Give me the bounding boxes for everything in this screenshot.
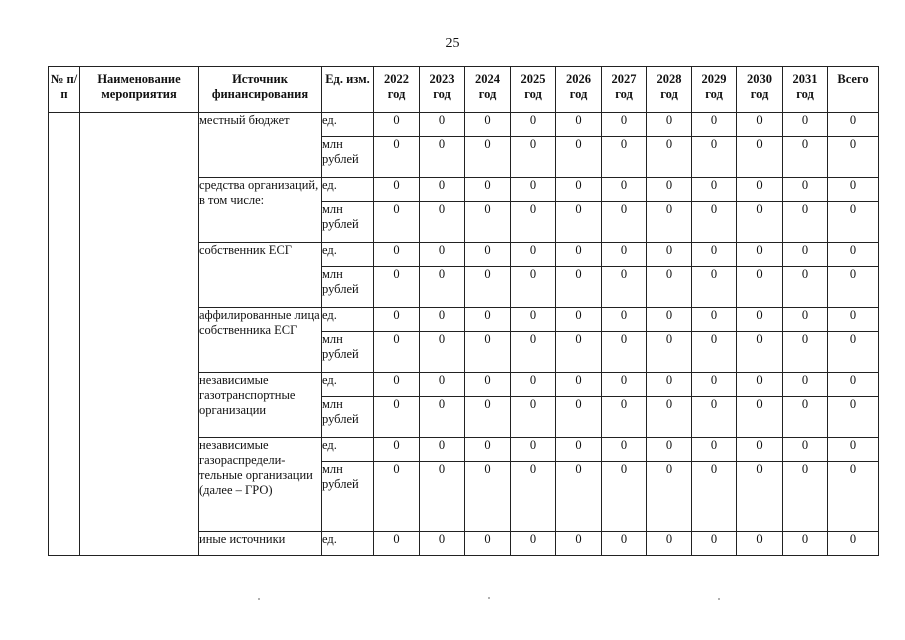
value-cell: 0 bbox=[511, 113, 556, 137]
value-cell: 0 bbox=[374, 373, 420, 397]
value-cell: 0 bbox=[783, 178, 828, 202]
value-cell: 0 bbox=[692, 308, 737, 332]
value-cell: 0 bbox=[647, 438, 692, 462]
total-cell: 0 bbox=[828, 178, 879, 202]
page-number: 25 bbox=[445, 36, 460, 51]
value-cell: 0 bbox=[420, 243, 465, 267]
value-cell: 0 bbox=[737, 178, 783, 202]
value-cell: 0 bbox=[374, 438, 420, 462]
funding-source: собственник ЕСГ bbox=[199, 243, 322, 308]
value-cell: 0 bbox=[374, 332, 420, 373]
scan-speck bbox=[718, 598, 720, 600]
value-cell: 0 bbox=[692, 462, 737, 532]
total-cell: 0 bbox=[828, 462, 879, 532]
value-cell: 0 bbox=[420, 397, 465, 438]
value-cell: 0 bbox=[692, 202, 737, 243]
value-cell: 0 bbox=[374, 202, 420, 243]
value-cell: 0 bbox=[737, 137, 783, 178]
unit-cell: ед. bbox=[322, 373, 374, 397]
value-cell: 0 bbox=[737, 438, 783, 462]
funding-source: независимые газораспредели-тельные организации (далее – ГРО) bbox=[199, 438, 322, 532]
table-body bbox=[49, 113, 879, 556]
value-cell: 0 bbox=[465, 397, 511, 438]
total-cell: 0 bbox=[828, 308, 879, 332]
value-cell: 0 bbox=[511, 137, 556, 178]
value-cell: 0 bbox=[783, 267, 828, 308]
total-cell: 0 bbox=[828, 332, 879, 373]
value-cell: 0 bbox=[602, 397, 647, 438]
total-cell: 0 bbox=[828, 438, 879, 462]
value-cell: 0 bbox=[511, 267, 556, 308]
unit-cell: ед. bbox=[322, 438, 374, 462]
value-cell: 0 bbox=[556, 332, 602, 373]
header-row bbox=[49, 67, 879, 113]
value-cell: 0 bbox=[647, 308, 692, 332]
value-cell: 0 bbox=[647, 373, 692, 397]
value-cell: 0 bbox=[783, 332, 828, 373]
value-cell: 0 bbox=[692, 332, 737, 373]
value-cell: 0 bbox=[783, 243, 828, 267]
scan-speck bbox=[258, 598, 260, 600]
value-cell: 0 bbox=[465, 137, 511, 178]
name-cell bbox=[80, 113, 199, 556]
col-header-unit: Ед. изм. bbox=[322, 67, 374, 113]
unit-cell: ед. bbox=[322, 178, 374, 202]
value-cell: 0 bbox=[602, 462, 647, 532]
unit-cell: млн рублей bbox=[322, 332, 374, 373]
funding-source: средства организаций, в том числе: bbox=[199, 178, 322, 243]
value-cell: 0 bbox=[374, 137, 420, 178]
value-cell: 0 bbox=[556, 397, 602, 438]
value-cell: 0 bbox=[783, 373, 828, 397]
value-cell: 0 bbox=[465, 202, 511, 243]
value-cell: 0 bbox=[556, 113, 602, 137]
value-cell: 0 bbox=[556, 178, 602, 202]
value-cell: 0 bbox=[374, 397, 420, 438]
col-header-total: Всего bbox=[828, 67, 879, 113]
total-cell: 0 bbox=[828, 113, 879, 137]
value-cell: 0 bbox=[556, 373, 602, 397]
funding-source: местный бюджет bbox=[199, 113, 322, 178]
value-cell: 0 bbox=[602, 308, 647, 332]
total-cell: 0 bbox=[828, 397, 879, 438]
value-cell: 0 bbox=[420, 438, 465, 462]
value-cell: 0 bbox=[737, 202, 783, 243]
value-cell: 0 bbox=[556, 243, 602, 267]
col-header-year: 2026 год bbox=[556, 67, 602, 113]
value-cell: 0 bbox=[556, 202, 602, 243]
total-cell: 0 bbox=[828, 243, 879, 267]
value-cell: 0 bbox=[737, 532, 783, 556]
total-cell: 0 bbox=[828, 202, 879, 243]
value-cell: 0 bbox=[374, 462, 420, 532]
value-cell: 0 bbox=[737, 397, 783, 438]
col-header-year: 2028 год bbox=[647, 67, 692, 113]
value-cell: 0 bbox=[647, 267, 692, 308]
value-cell: 0 bbox=[647, 202, 692, 243]
value-cell: 0 bbox=[420, 267, 465, 308]
value-cell: 0 bbox=[602, 113, 647, 137]
value-cell: 0 bbox=[647, 137, 692, 178]
value-cell: 0 bbox=[692, 113, 737, 137]
funding-table bbox=[48, 66, 879, 556]
total-cell: 0 bbox=[828, 373, 879, 397]
value-cell: 0 bbox=[737, 332, 783, 373]
value-cell: 0 bbox=[511, 462, 556, 532]
value-cell: 0 bbox=[692, 397, 737, 438]
value-cell: 0 bbox=[374, 532, 420, 556]
col-header-year: 2022 год bbox=[374, 67, 420, 113]
value-cell: 0 bbox=[556, 438, 602, 462]
value-cell: 0 bbox=[465, 332, 511, 373]
value-cell: 0 bbox=[374, 243, 420, 267]
value-cell: 0 bbox=[374, 267, 420, 308]
value-cell: 0 bbox=[511, 397, 556, 438]
value-cell: 0 bbox=[692, 438, 737, 462]
value-cell: 0 bbox=[602, 373, 647, 397]
value-cell: 0 bbox=[420, 532, 465, 556]
value-cell: 0 bbox=[783, 532, 828, 556]
value-cell: 0 bbox=[737, 308, 783, 332]
value-cell: 0 bbox=[374, 178, 420, 202]
num-cell bbox=[49, 113, 80, 556]
funding-source: аффилированные лица собственника ЕСГ bbox=[199, 308, 322, 373]
value-cell: 0 bbox=[556, 308, 602, 332]
value-cell: 0 bbox=[647, 178, 692, 202]
value-cell: 0 bbox=[420, 332, 465, 373]
value-cell: 0 bbox=[602, 243, 647, 267]
value-cell: 0 bbox=[647, 397, 692, 438]
unit-cell: ед. bbox=[322, 243, 374, 267]
value-cell: 0 bbox=[556, 532, 602, 556]
value-cell: 0 bbox=[420, 373, 465, 397]
value-cell: 0 bbox=[511, 202, 556, 243]
value-cell: 0 bbox=[647, 332, 692, 373]
col-header-year: 2030 год bbox=[737, 67, 783, 113]
unit-cell: млн рублей bbox=[322, 202, 374, 243]
value-cell: 0 bbox=[465, 308, 511, 332]
value-cell: 0 bbox=[465, 113, 511, 137]
funding-source: иные источники bbox=[199, 532, 322, 556]
value-cell: 0 bbox=[737, 462, 783, 532]
value-cell: 0 bbox=[511, 308, 556, 332]
total-cell: 0 bbox=[828, 267, 879, 308]
value-cell: 0 bbox=[465, 532, 511, 556]
scan-speck bbox=[488, 597, 490, 599]
value-cell: 0 bbox=[556, 267, 602, 308]
value-cell: 0 bbox=[602, 438, 647, 462]
unit-cell: млн рублей bbox=[322, 137, 374, 178]
col-header-year: 2029 год bbox=[692, 67, 737, 113]
col-header-year: 2024 год bbox=[465, 67, 511, 113]
value-cell: 0 bbox=[783, 462, 828, 532]
value-cell: 0 bbox=[783, 438, 828, 462]
value-cell: 0 bbox=[783, 397, 828, 438]
value-cell: 0 bbox=[465, 462, 511, 532]
value-cell: 0 bbox=[737, 267, 783, 308]
unit-cell: млн рублей bbox=[322, 267, 374, 308]
value-cell: 0 bbox=[602, 178, 647, 202]
col-header-name: Наименование мероприятия bbox=[80, 67, 199, 113]
value-cell: 0 bbox=[783, 113, 828, 137]
total-cell: 0 bbox=[828, 137, 879, 178]
value-cell: 0 bbox=[465, 438, 511, 462]
value-cell: 0 bbox=[692, 137, 737, 178]
value-cell: 0 bbox=[465, 178, 511, 202]
value-cell: 0 bbox=[602, 332, 647, 373]
value-cell: 0 bbox=[511, 438, 556, 462]
unit-cell: ед. bbox=[322, 532, 374, 556]
value-cell: 0 bbox=[737, 373, 783, 397]
value-cell: 0 bbox=[420, 113, 465, 137]
value-cell: 0 bbox=[420, 308, 465, 332]
value-cell: 0 bbox=[692, 243, 737, 267]
value-cell: 0 bbox=[647, 462, 692, 532]
value-cell: 0 bbox=[511, 332, 556, 373]
value-cell: 0 bbox=[374, 308, 420, 332]
value-cell: 0 bbox=[511, 373, 556, 397]
value-cell: 0 bbox=[420, 178, 465, 202]
value-cell: 0 bbox=[420, 462, 465, 532]
value-cell: 0 bbox=[783, 137, 828, 178]
value-cell: 0 bbox=[692, 178, 737, 202]
col-header-year: 2023 год bbox=[420, 67, 465, 113]
value-cell: 0 bbox=[556, 137, 602, 178]
value-cell: 0 bbox=[420, 137, 465, 178]
value-cell: 0 bbox=[602, 202, 647, 243]
unit-cell: млн рублей bbox=[322, 462, 374, 532]
value-cell: 0 bbox=[692, 532, 737, 556]
value-cell: 0 bbox=[374, 113, 420, 137]
value-cell: 0 bbox=[647, 243, 692, 267]
value-cell: 0 bbox=[783, 308, 828, 332]
value-cell: 0 bbox=[737, 243, 783, 267]
value-cell: 0 bbox=[737, 113, 783, 137]
value-cell: 0 bbox=[511, 532, 556, 556]
col-header-source: Источник финансирования bbox=[199, 67, 322, 113]
value-cell: 0 bbox=[465, 267, 511, 308]
total-cell: 0 bbox=[828, 532, 879, 556]
value-cell: 0 bbox=[511, 178, 556, 202]
value-cell: 0 bbox=[647, 113, 692, 137]
value-cell: 0 bbox=[556, 462, 602, 532]
col-header-year: 2031 год bbox=[783, 67, 828, 113]
col-header-year: 2025 год bbox=[511, 67, 556, 113]
table-row bbox=[49, 113, 879, 137]
value-cell: 0 bbox=[647, 532, 692, 556]
value-cell: 0 bbox=[783, 202, 828, 243]
value-cell: 0 bbox=[602, 267, 647, 308]
value-cell: 0 bbox=[420, 202, 465, 243]
value-cell: 0 bbox=[465, 373, 511, 397]
value-cell: 0 bbox=[511, 243, 556, 267]
unit-cell: млн рублей bbox=[322, 397, 374, 438]
value-cell: 0 bbox=[465, 243, 511, 267]
funding-source: независимые газотранспортные организации bbox=[199, 373, 322, 438]
col-header-num: № п/п bbox=[49, 67, 80, 113]
value-cell: 0 bbox=[602, 137, 647, 178]
col-header-year: 2027 год bbox=[602, 67, 647, 113]
unit-cell: ед. bbox=[322, 308, 374, 332]
value-cell: 0 bbox=[692, 373, 737, 397]
unit-cell: ед. bbox=[322, 113, 374, 137]
value-cell: 0 bbox=[602, 532, 647, 556]
value-cell: 0 bbox=[692, 267, 737, 308]
